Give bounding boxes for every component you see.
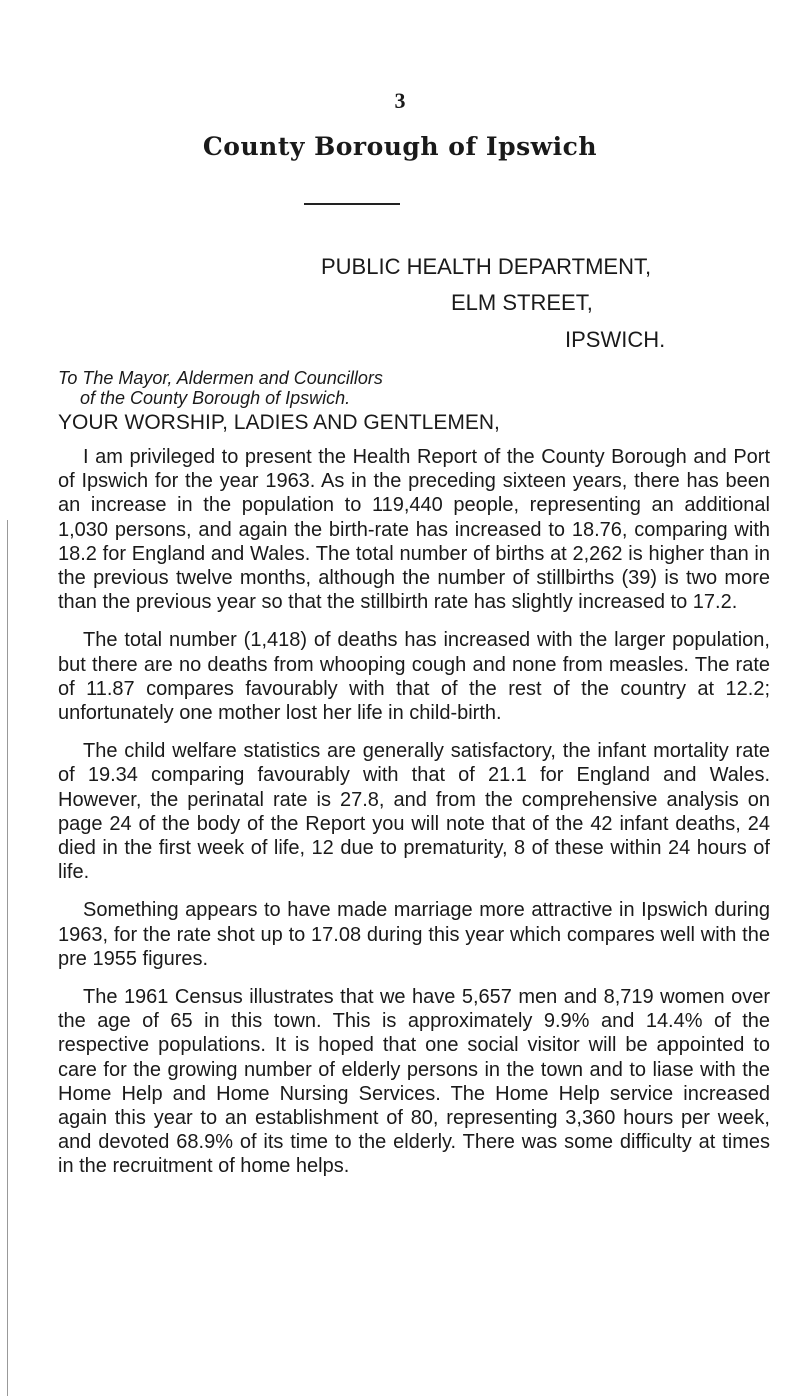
paragraph-child-welfare: The child welfare statistics are generally satisfactory, the infant mortality rate of 19.34 comparing favourably with that of 21.1 for England and Wales. However, the perinatal rate is 27.8, and from the comprehensive analysis on page 24 of the body of the Report you will note that of the 42 infant deaths, 24 died in the first week of life, 12 due to prematurity, 8 of these within 24 hours of life. [58, 740, 770, 884]
paragraph-census: The 1961 Census illustrates that we have 5,657 men and 8,719 women over the age of 65 in this town. This is approximately 9.9% and 14.4% of the respective populations. It is hoped that one social visitor will be appointed to care for the growing number of elderly persons in the town and to liase with the Home Help and Home Nursing Services. The Home Help service increased again this year to an establishment of 80, representing 3,360 hours per week, and devoted 68.9% of its time to the elderly. There was some difficulty at times in the recruitment of home helps. [58, 986, 770, 1178]
addressee-line-2: of the County Borough of Ipswich. [80, 388, 351, 408]
paragraph-health-report: I am privileged to present the Health Report of the County Borough and Port of Ipswich for the year 1963. As in the preceding sixteen years, there has been an increase in the population to 119,440 people, representing an additional 1,030 persons, and again the birth-rate has increased to 18.76, comparing with 18.2 for England and Wales. The total number of births at 2,262 is higher than in the previous twelve months, although the number of stillbirths (39) is two more than the previous year so that the stillbirth rate has slightly increased to 17.2. [58, 446, 770, 614]
paragraph-deaths: The total number (1,418) of deaths has increased with the larger population, but there are no deaths from whooping cough and none from measles. The rate of 11.87 compares favourably with that of the rest of the country at 12.2; unfortunately one mother lost her life in child-birth. [58, 629, 770, 725]
address-line-town: IPSWICH. [565, 327, 666, 352]
addressee-line-1: To The Mayor, Aldermen and Councillors [58, 368, 383, 388]
letter-body [58, 445, 770, 1193]
addressee-block [58, 368, 383, 408]
scan-margin-line [7, 520, 8, 1396]
address-line-department: PUBLIC HEALTH DEPARTMENT, [321, 254, 652, 279]
greeting: YOUR WORSHIP, LADIES AND GENTLEMEN, [58, 411, 500, 434]
page-number: 3 [394, 88, 406, 113]
address-line-street: ELM STREET, [451, 290, 593, 315]
document-title: County Borough of Ipswich [202, 132, 598, 161]
paragraph-marriage: Something appears to have made marriage more attractive in Ipswich during 1963, for the rate shot up to 17.08 during this year which compares well with the pre 1955 figures. [58, 899, 770, 970]
title-divider [304, 203, 400, 205]
